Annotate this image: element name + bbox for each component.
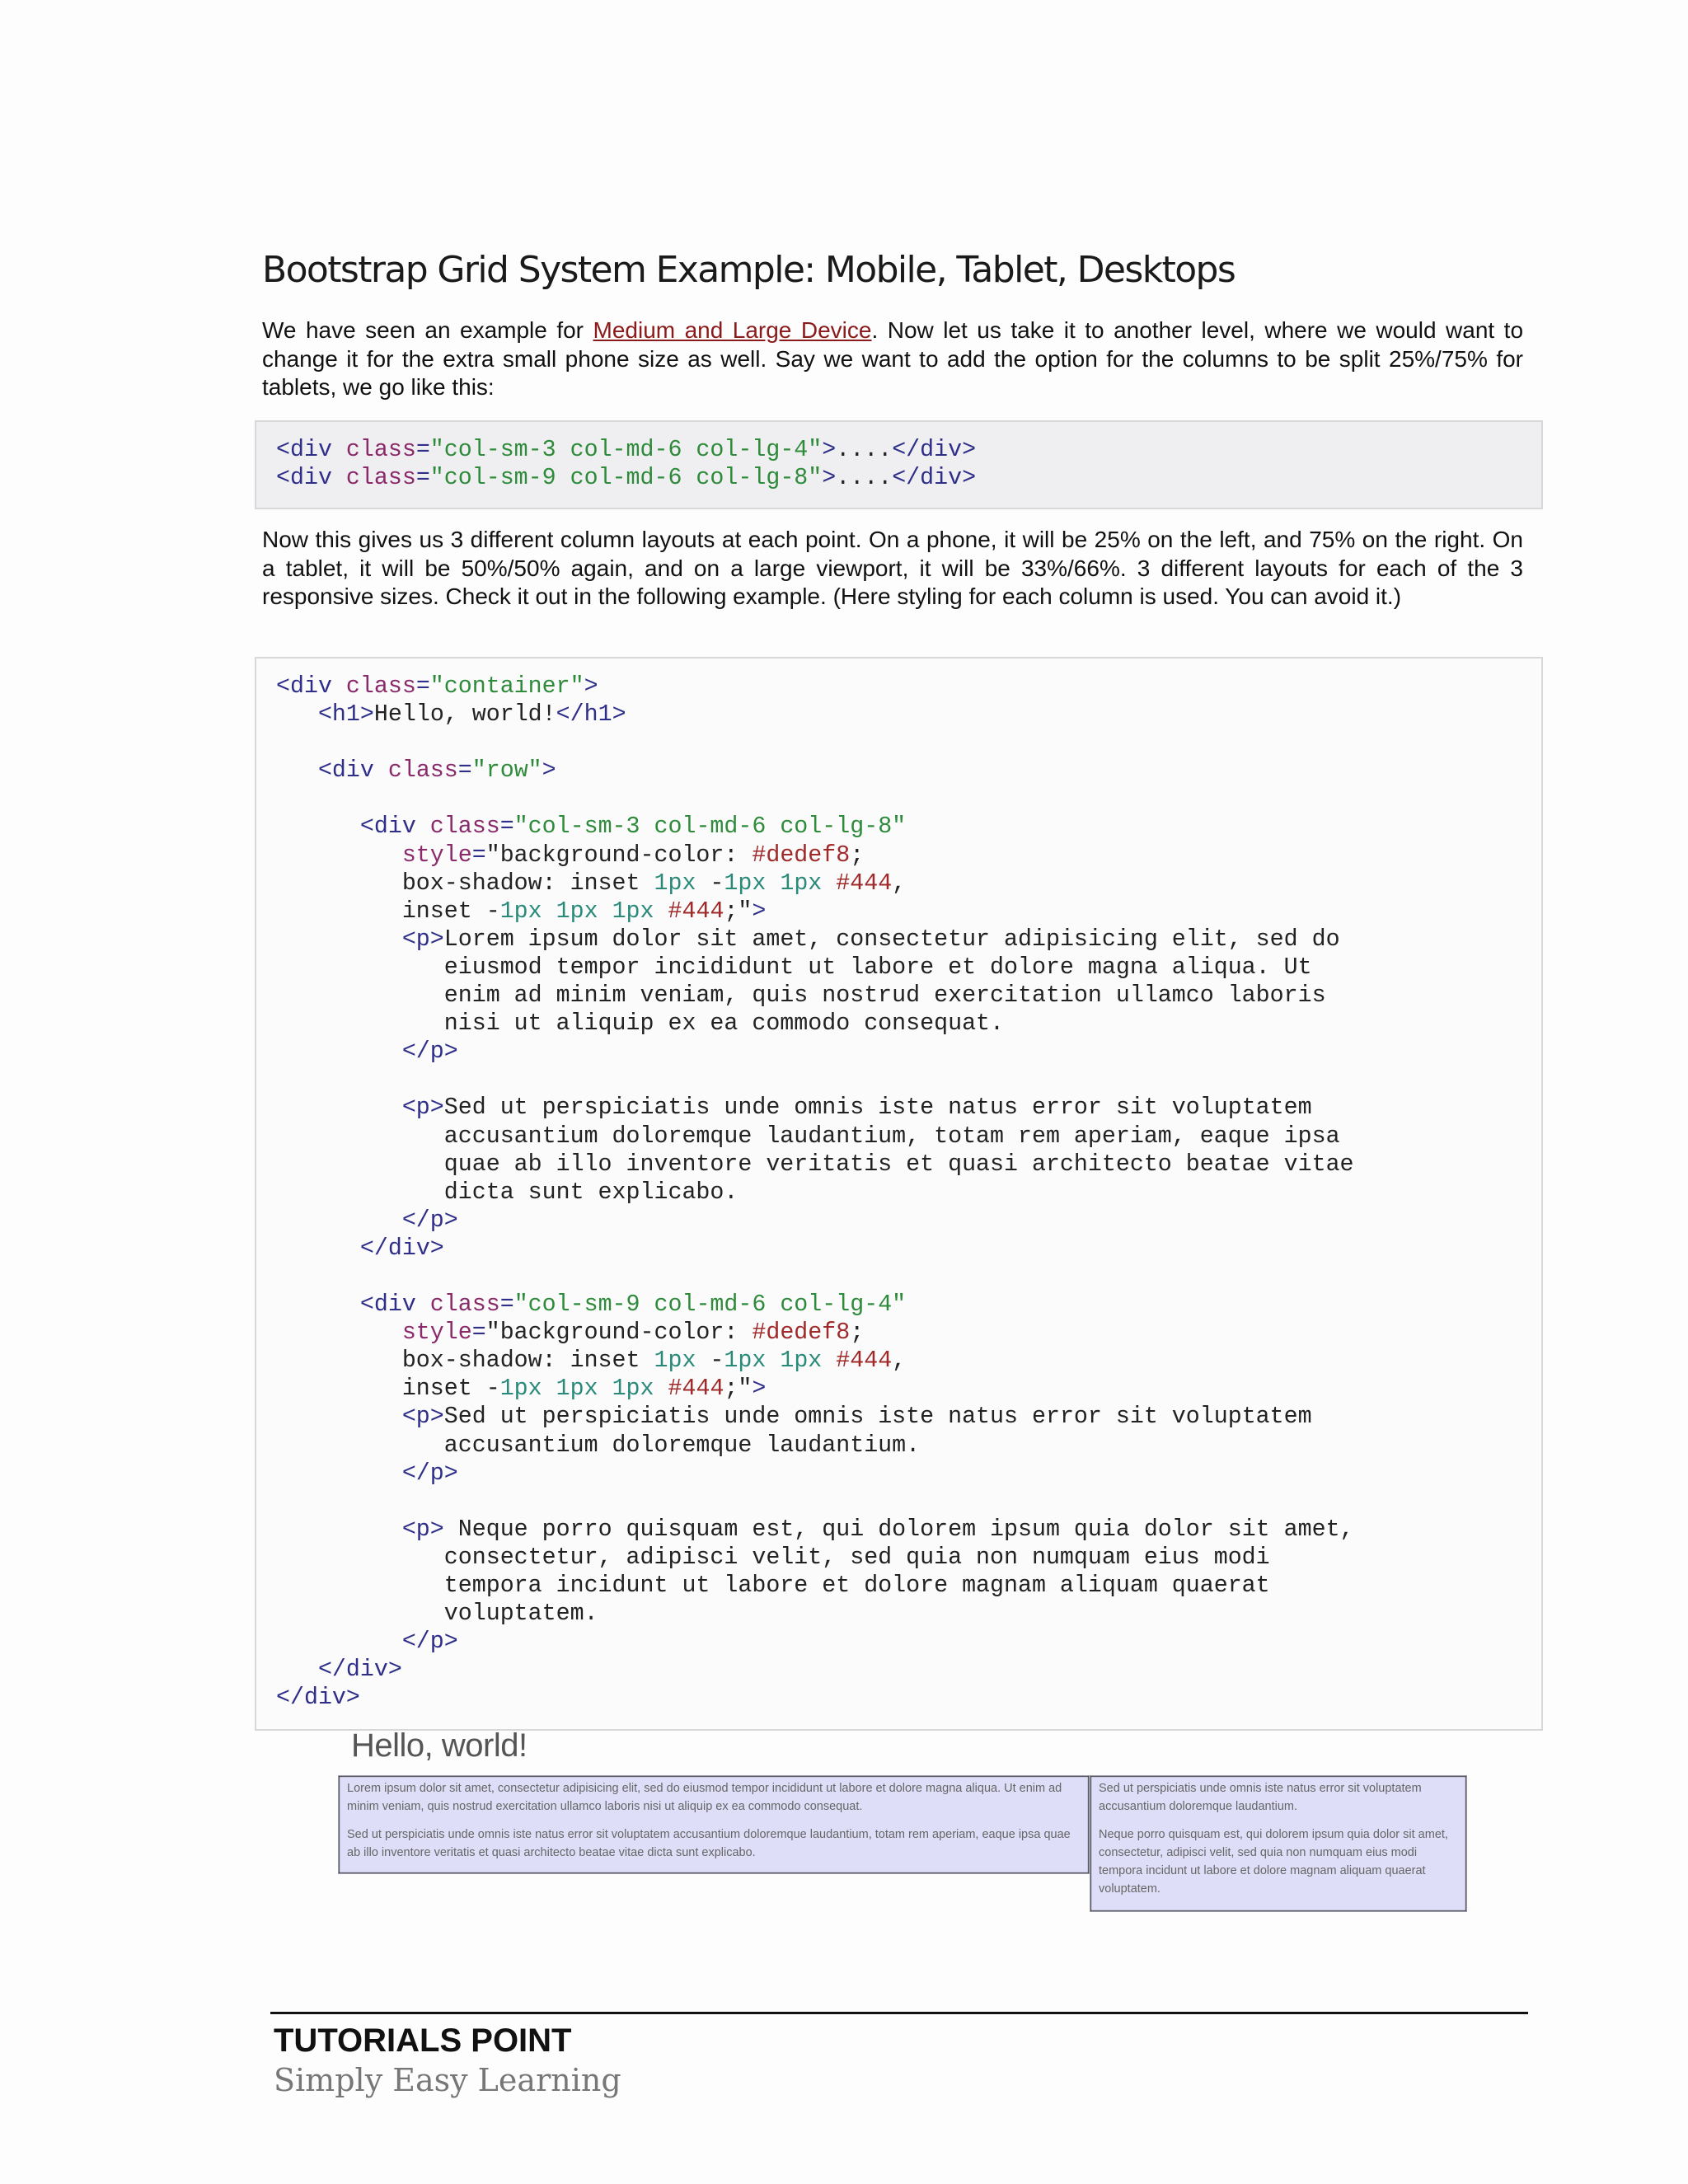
code-token xyxy=(276,1207,402,1234)
code-line xyxy=(276,1291,1541,1319)
code-line xyxy=(276,1572,1541,1600)
code-token xyxy=(276,1516,402,1543)
code-token: = xyxy=(471,841,486,869)
code-line xyxy=(276,1375,1541,1403)
footer-tagline: Simply Easy Learning xyxy=(274,2062,621,2098)
code-token: <p> xyxy=(401,1516,444,1543)
code-line xyxy=(276,1235,1541,1263)
code-token: , xyxy=(892,1347,907,1375)
code-line xyxy=(276,464,1541,492)
code-token: ; xyxy=(850,1319,865,1347)
explanation-paragraph: Now this gives us 3 different column layouts at each point. On a phone, it will be 25% on the left, and 75% on the right. On a tablet, it will be 50%/50% again, and on a large viewport, it will be 33%/66%. 3 different layouts for each of the 3 responsive sizes. Check it out in the following example. (Here styling for each column is used. You can avoid it.) xyxy=(262,527,1523,609)
code-token: accusantium doloremque laudantium. xyxy=(276,1432,921,1459)
code-line xyxy=(276,926,1541,954)
code-token: Hello, world! xyxy=(373,701,556,729)
code-line xyxy=(276,757,1541,785)
demo-left-paragraph-1: Lorem ipsum dolor sit amet, consectetur adipisicing elit, sed do eiusmod tempor incididunt ut labore et dolore magna aliqua. Ut enim ad minim veniam, quis nostrud exercitation ullamco laboris nisi ut aliquip ex ea commodo consequat. xyxy=(347,1782,1062,1813)
code-token xyxy=(276,813,360,840)
demo-column-left xyxy=(338,1775,1090,1874)
code-token: voluptatem. xyxy=(276,1601,598,1628)
code-token: inset - xyxy=(276,898,500,925)
code-token: 1px xyxy=(724,1347,767,1375)
code-line xyxy=(276,1038,1541,1066)
demo-heading: Hello, world! xyxy=(351,1727,528,1764)
code-token: > xyxy=(822,465,837,492)
code-token: > xyxy=(822,437,837,463)
code-token: 1px xyxy=(654,869,696,897)
code-token: class xyxy=(429,813,500,841)
code-token xyxy=(276,1404,402,1430)
code-token: class xyxy=(345,673,416,700)
code-token: .... xyxy=(836,437,893,463)
code-token: = xyxy=(415,437,430,463)
code-line xyxy=(276,1207,1541,1235)
code-token: , xyxy=(892,869,907,897)
code-token: </div> xyxy=(276,1685,360,1712)
code-line xyxy=(276,898,1541,926)
code-token: > xyxy=(752,1376,767,1403)
code-token: 1px xyxy=(780,1347,823,1375)
code-token: - xyxy=(696,1347,724,1375)
intro-text-after: . Now let us take it to another level, where we would want to change it for the extra small phone size as well. Say we want to add the option for the columns to be split 25%/75% for tablets, we go like this: xyxy=(262,317,1524,400)
code-line xyxy=(276,1656,1541,1684)
code-line xyxy=(276,1516,1541,1544)
code-token xyxy=(766,1347,780,1374)
code-token: class xyxy=(345,437,416,463)
code-line xyxy=(276,813,1541,841)
code-token: = xyxy=(415,465,430,492)
code-line xyxy=(276,1263,1541,1291)
code-token: - xyxy=(696,869,724,897)
code-line xyxy=(276,785,1541,813)
code-token: > xyxy=(542,757,556,785)
code-line xyxy=(276,954,1541,982)
code-line xyxy=(276,1432,1541,1460)
code-line xyxy=(276,1403,1541,1431)
code-token xyxy=(276,1319,402,1346)
code-token: "col-sm-9 col-md-6 col-lg-4" xyxy=(513,1291,907,1319)
code-token: Sed ut perspiciatis unde omnis iste natus error sit voluptatem xyxy=(443,1404,1312,1431)
code-token xyxy=(542,898,556,925)
code-token xyxy=(276,926,402,953)
code-line xyxy=(276,1010,1541,1038)
code-token: Neque porro quisquam est, qui dolorem ipsum quia dolor sit amet, xyxy=(443,1516,1354,1543)
code-token: "container" xyxy=(429,673,584,700)
code-token: accusantium doloremque laudantium, totam rem aperiam, eaque ipsa xyxy=(276,1122,1340,1150)
code-token: </p> xyxy=(401,1207,458,1234)
code-token xyxy=(598,898,612,925)
code-token: enim ad minim veniam, quis nostrud exercitation ullamco laboris xyxy=(276,982,1326,1010)
code-token: 1px xyxy=(780,869,823,897)
demo-right-paragraph-1: Sed ut perspiciatis unde omnis iste natus error sit voluptatem accusantium doloremque laudantium. xyxy=(1099,1782,1422,1813)
code-token xyxy=(276,757,318,784)
code-token: </div> xyxy=(317,1657,402,1684)
code-token xyxy=(766,870,780,897)
code-line xyxy=(276,1319,1541,1347)
code-token: tempora incidunt ut labore et dolore magnam aliquam quaerat xyxy=(276,1572,1270,1599)
code-line xyxy=(276,1684,1541,1712)
code-token: #444 xyxy=(668,898,724,925)
code-token xyxy=(276,842,402,869)
code-token: eiusmod tempor incididunt ut labore et dolore magna aliqua. Ut xyxy=(276,954,1312,981)
code-block-columns xyxy=(255,420,1543,509)
code-token: <div xyxy=(276,673,346,700)
intro-text-before: We have seen an example for xyxy=(262,317,593,343)
code-token: "col-sm-3 col-md-6 col-lg-4" xyxy=(429,437,823,463)
code-token xyxy=(598,1376,612,1402)
code-token: Sed ut perspiciatis unde omnis iste natus error sit voluptatem xyxy=(443,1094,1312,1122)
code-line xyxy=(276,1347,1541,1375)
code-token: </p> xyxy=(401,1629,458,1656)
code-token xyxy=(822,870,836,897)
code-token xyxy=(822,1347,836,1374)
code-line xyxy=(276,1094,1541,1122)
code-token: #444 xyxy=(668,1376,724,1403)
code-token: </div> xyxy=(892,437,977,463)
code-line xyxy=(276,1460,1541,1488)
code-token: 1px xyxy=(556,898,598,925)
code-token: 1px xyxy=(612,898,654,925)
code-token: nisi ut aliquip ex ea commodo consequat. xyxy=(276,1010,1005,1038)
code-token: consectetur, adipisci velit, sed quia non numquam eius modi xyxy=(276,1544,1270,1571)
code-token: ;" xyxy=(724,1376,753,1403)
code-token: <div xyxy=(276,437,346,463)
code-token xyxy=(654,898,668,925)
code-token: <p> xyxy=(401,1404,444,1431)
code-token: </p> xyxy=(401,1038,458,1066)
code-token: = xyxy=(415,673,430,700)
code-line xyxy=(276,673,1541,701)
code-line xyxy=(276,1600,1541,1628)
code-token xyxy=(276,1094,402,1121)
code-token: > xyxy=(584,673,598,700)
code-line xyxy=(276,1488,1541,1516)
page-title: Bootstrap Grid System Example: Mobile, Tablet, Desktops xyxy=(262,249,1236,291)
code-token: </h1> xyxy=(556,701,626,729)
code-line xyxy=(276,1544,1541,1572)
code-line xyxy=(276,436,1541,464)
code-token: 1px xyxy=(556,1376,598,1403)
code-token: <div xyxy=(317,757,388,785)
code-token xyxy=(276,1657,318,1683)
code-line xyxy=(276,841,1541,869)
code-token: 1px xyxy=(499,1376,542,1403)
code-token: class xyxy=(387,757,458,785)
code-token: > xyxy=(752,898,767,925)
code-token: <div xyxy=(359,813,430,841)
code-token xyxy=(654,1376,668,1402)
code-token: 1px xyxy=(724,869,767,897)
demo-column-right xyxy=(1090,1775,1467,1912)
code-token: 1px xyxy=(654,1347,696,1375)
code-token xyxy=(276,1460,402,1487)
code-token xyxy=(542,1376,556,1402)
code-token: <h1> xyxy=(317,701,374,729)
code-token: class xyxy=(429,1291,500,1319)
code-token: "col-sm-9 col-md-6 col-lg-8" xyxy=(429,465,823,492)
code-token: #444 xyxy=(836,869,893,897)
intro-paragraph xyxy=(262,316,1523,402)
code-line xyxy=(276,1066,1541,1094)
code-token xyxy=(276,1291,360,1318)
footer-brand: TUTORIALS POINT xyxy=(274,2022,572,2059)
code-line xyxy=(276,1628,1541,1656)
footer-divider xyxy=(270,2012,1528,2014)
demo-left-paragraph-2: Sed ut perspiciatis unde omnis iste natus error sit voluptatem accusantium doloremque laudantium, totam rem aperiam, eaque ipsa quae ab illo inventore veritatis et quasi architecto beatae vitae dicta sunt explicabo. xyxy=(347,1828,1071,1859)
code-line xyxy=(276,1179,1541,1207)
code-line xyxy=(276,869,1541,898)
code-token: .... xyxy=(836,465,893,492)
code-token: ; xyxy=(850,841,865,869)
code-token xyxy=(276,1038,402,1065)
code-token: class xyxy=(345,465,416,492)
code-token: quae ab illo inventore veritatis et quasi architecto beatae vitae xyxy=(276,1151,1354,1178)
code-token: 1px xyxy=(499,898,542,925)
code-block-example xyxy=(255,657,1543,1731)
code-token: <div xyxy=(276,465,346,492)
code-token xyxy=(276,701,318,728)
code-token: #dedef8 xyxy=(752,841,851,869)
code-token: #444 xyxy=(836,1347,893,1375)
code-token: </div> xyxy=(892,465,977,492)
code-token: </p> xyxy=(401,1460,458,1487)
code-token: inset - xyxy=(276,1376,500,1403)
code-token: = xyxy=(457,757,472,785)
code-token: <p> xyxy=(401,926,444,953)
code-line xyxy=(276,701,1541,729)
code-token: "background-color: xyxy=(485,841,753,869)
code-token: style xyxy=(401,1319,472,1347)
medium-large-device-link[interactable]: Medium and Large Device xyxy=(593,317,872,343)
code-line xyxy=(276,1151,1541,1179)
code-token: Lorem ipsum dolor sit amet, consectetur adipisicing elit, sed do xyxy=(443,926,1340,953)
code-token: "col-sm-3 col-md-6 col-lg-8" xyxy=(513,813,907,841)
code-token: 1px xyxy=(612,1376,654,1403)
code-token: </div> xyxy=(359,1235,444,1262)
code-token: dicta sunt explicabo. xyxy=(276,1179,738,1206)
code-token: = xyxy=(499,1291,514,1319)
code-token: #dedef8 xyxy=(752,1319,851,1347)
code-line xyxy=(276,729,1541,757)
code-token: <div xyxy=(359,1291,430,1319)
demo-right-paragraph-2: Neque porro quisquam est, qui dolorem ipsum quia dolor sit amet, consectetur, adipisci velit, sed quia non numquam eius modi tempora incidunt ut labore et dolore magnam aliquam quaerat voluptatem. xyxy=(1099,1828,1448,1896)
code-token: = xyxy=(499,813,514,841)
code-token: box-shadow: inset xyxy=(276,1347,654,1375)
code-token: "row" xyxy=(471,757,542,785)
code-token: = xyxy=(471,1319,486,1347)
code-token xyxy=(276,1629,402,1655)
code-line xyxy=(276,982,1541,1010)
code-token: "background-color: xyxy=(485,1319,753,1347)
code-token: ;" xyxy=(724,898,753,925)
code-token xyxy=(276,1235,360,1262)
code-line xyxy=(276,1122,1541,1151)
code-token: <p> xyxy=(401,1094,444,1122)
code-token: style xyxy=(401,841,472,869)
code-token: box-shadow: inset xyxy=(276,869,654,897)
